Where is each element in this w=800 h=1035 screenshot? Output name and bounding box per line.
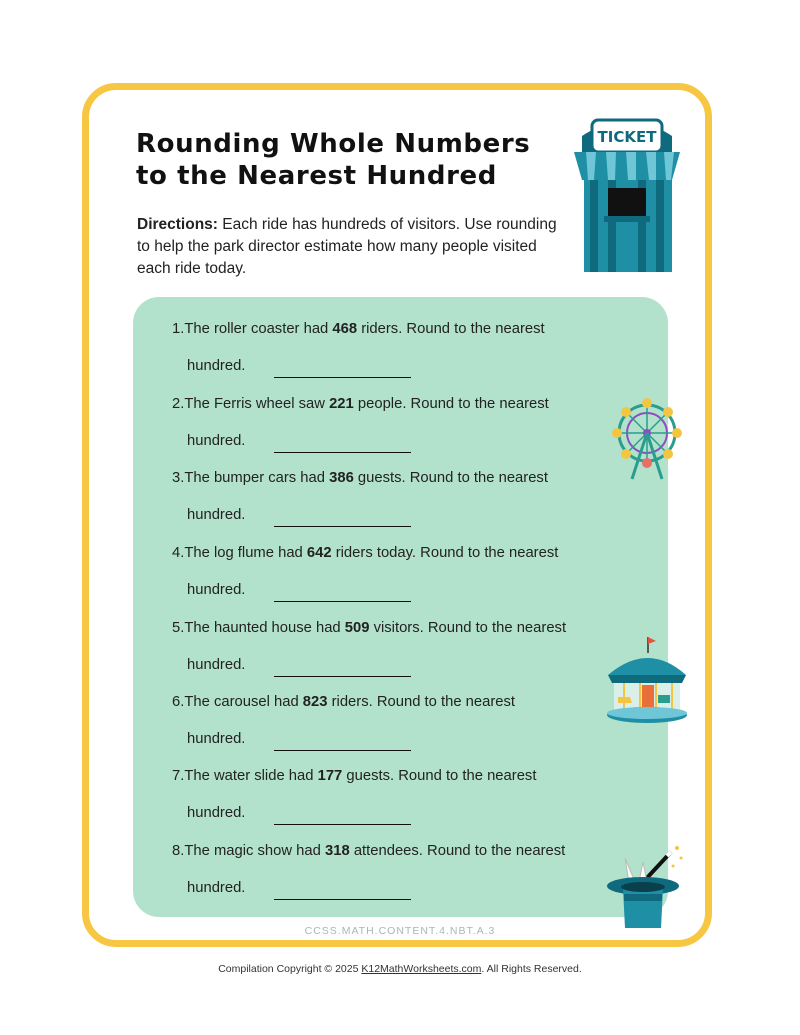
copyright-suffix: . All Rights Reserved. (481, 963, 582, 975)
question-suffix: visitors. Round to the nearest (369, 620, 567, 636)
question-value: 823 (302, 694, 328, 710)
question-prefix: The Ferris wheel saw (184, 396, 330, 412)
answer-blank[interactable] (274, 601, 411, 602)
question-number: 7. (172, 768, 185, 784)
question-text (172, 620, 566, 636)
answer-blank[interactable] (274, 899, 411, 900)
answer-blank[interactable] (274, 452, 411, 453)
question-text (172, 545, 558, 561)
title-line-1: Rounding Whole Numbers (136, 129, 531, 159)
question-number: 8. (172, 843, 185, 859)
question-hundred-label: hundred. (187, 433, 246, 449)
answer-blank[interactable] (274, 377, 411, 378)
question-suffix: attendees. Round to the nearest (349, 843, 566, 859)
carousel-icon (602, 633, 690, 731)
question-hundred-label: hundred. (187, 731, 246, 747)
question-suffix: people. Round to the nearest (353, 396, 549, 412)
magic-hat-icon (605, 840, 685, 932)
question-hundred-label: hundred. (187, 805, 246, 821)
question-suffix: guests. Round to the nearest (342, 768, 537, 784)
directions-text: Each ride has hundreds of visitors. Use rounding to help the park director estimate how many people visited each ride today. (137, 216, 557, 277)
ferris-wheel-icon (604, 393, 690, 481)
question-number: 2. (172, 396, 185, 412)
question-value: 386 (329, 470, 354, 486)
question-text (172, 321, 545, 337)
question-hundred-label: hundred. (187, 582, 246, 598)
question-text (172, 768, 536, 784)
question-value: 468 (332, 321, 358, 337)
directions (137, 214, 557, 280)
answer-blank[interactable] (274, 824, 411, 825)
question-prefix: The haunted house had (184, 620, 345, 636)
question-number: 4. (172, 545, 185, 561)
question-suffix: riders today. Round to the nearest (331, 545, 559, 561)
question-number: 5. (172, 620, 185, 636)
question-suffix: guests. Round to the nearest (353, 470, 548, 486)
directions-label: Directions: (137, 216, 218, 233)
question-prefix: The roller coaster had (184, 321, 333, 337)
question-hundred-label: hundred. (187, 358, 246, 374)
copyright-text: Compilation Copyright © 2025 (218, 963, 362, 975)
question-hundred-label: hundred. (187, 507, 246, 523)
question-value: 509 (344, 620, 370, 636)
question-prefix: The bumper cars had (184, 470, 330, 486)
worksheet-title (136, 128, 556, 192)
question-suffix: riders. Round to the nearest (327, 694, 516, 710)
question-value: 221 (329, 396, 354, 412)
question-hundred-label: hundred. (187, 880, 246, 896)
standard-code: CCSS.MATH.CONTENT.4.NBT.A.3 (304, 925, 496, 937)
answer-blank[interactable] (274, 676, 411, 677)
ticket-sign: TICKET (597, 128, 657, 146)
question-hundred-label: hundred. (187, 657, 246, 673)
title-line-2: to the Nearest Hundred (136, 161, 497, 191)
question-prefix: The water slide had (184, 768, 318, 784)
copyright-link[interactable]: K12MathWorksheets.com (361, 963, 482, 975)
question-number: 1. (172, 321, 185, 337)
question-number: 6. (172, 694, 185, 710)
question-text (172, 843, 565, 859)
copyright-line (0, 963, 800, 975)
answer-blank[interactable] (274, 526, 411, 527)
question-prefix: The carousel had (184, 694, 303, 710)
answer-blank[interactable] (274, 750, 411, 751)
question-prefix: The magic show had (184, 843, 325, 859)
question-number: 3. (172, 470, 185, 486)
question-value: 318 (325, 843, 350, 859)
question-value: 177 (317, 768, 343, 784)
question-suffix: riders. Round to the nearest (357, 321, 545, 337)
question-text (172, 694, 515, 710)
question-prefix: The log flume had (184, 545, 307, 561)
question-text (172, 470, 548, 486)
ticket-booth-icon (568, 108, 686, 278)
question-text (172, 396, 549, 412)
question-value: 642 (306, 545, 332, 561)
